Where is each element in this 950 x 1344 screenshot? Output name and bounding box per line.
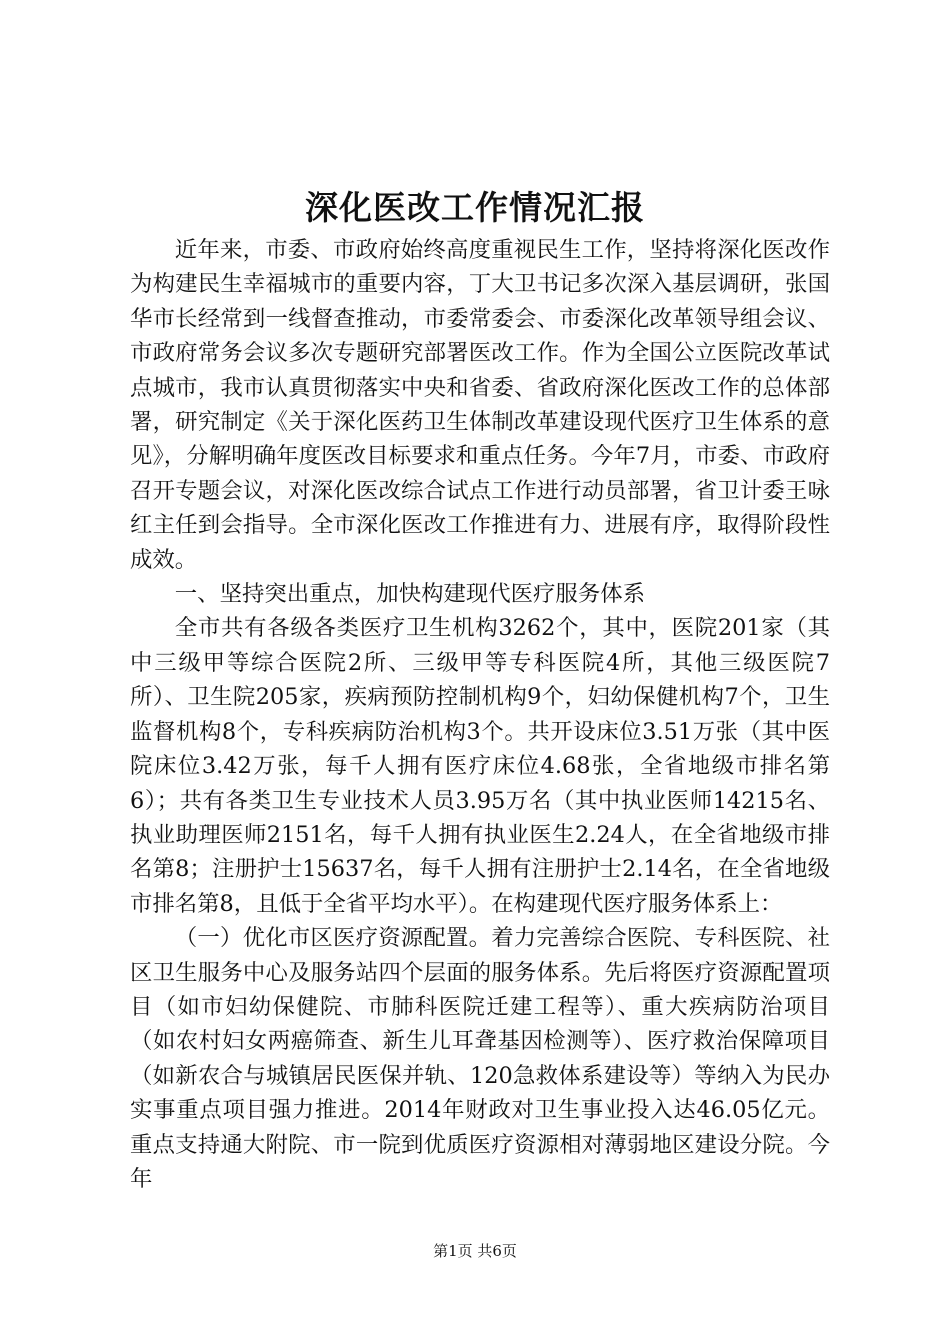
- page-title: 深化医改工作情况汇报: [305, 188, 645, 227]
- paragraph-statistics: 全市共有各级各类医疗卫生机构3262个，其中，医院201家（其中三级甲等综合医院2所、三级甲等专科医院4所，其他三级医院7所）、卫生院205家，疾病预防控制机构9个，妇幼保健机构7个，卫生监督机构8个，专科疾病防治机构3个。共开设床位3.51万张（其中医院床位3.42万张，每千人拥有医疗床位4.68张，全省地级市排名第6）；共有各类卫生专业技术人员3.95万名（其中执业医师14215名、执业助理医师2151名，每千人拥有执业医生2.24人，在全省地级市排名第8；注册护士15637名，每千人拥有注册护士2.14名，在全省地级市排名第8，且低于全省平均水平）。在构建现代医疗服务体系上：: [130, 615, 830, 917]
- paragraph-intro: 近年来，市委、市政府始终高度重视民生工作，坚持将深化医改作为构建民生幸福城市的重要内容，丁大卫书记多次深入基层调研，张国华市长经常到一线督查推动，市委常委会、市委深化改革领导组会议、市政府常务会议多次专题研究部署医改工作。作为全国公立医院改革试点城市，我市认真贯彻落实中央和省委、省政府深化医改工作的总体部署，研究制定《关于深化医药卫生体制改革建设现代医疗卫生体系的意见》，分解明确年度医改目标要求和重点任务。今年7月，市委、市政府召开专题会议，对深化医改综合试点工作进行动员部署，省卫计委王咏红主任到会指导。全市深化医改工作推进有力、进展有序，取得阶段性成效。: [130, 237, 830, 573]
- page-footer: 第1页 共6页: [433, 1242, 517, 1260]
- paragraph-subsection-1: （一）优化市区医疗资源配置。着力完善综合医院、专科医院、社区卫生服务中心及服务站四个层面的服务体系。先后将医疗资源配置项目（如市妇幼保健院、市肺科医院迁建工程等）、重大疾病防治项目（如农村妇女两癌筛查、新生儿耳聋基因检测等）、医疗救治保障项目（如新农合与城镇居民医保并轨、120急救体系建设等）等纳入为民办实事重点项目强力推进。2014年财政对卫生事业投入达46.05亿元。重点支持通大附院、市一院到优质医疗资源相对薄弱地区建设分院。今年: [130, 925, 830, 1192]
- section-heading-1: 一、坚持突出重点，加快构建现代医疗服务体系: [174, 581, 645, 608]
- document-body: [130, 233, 830, 1196]
